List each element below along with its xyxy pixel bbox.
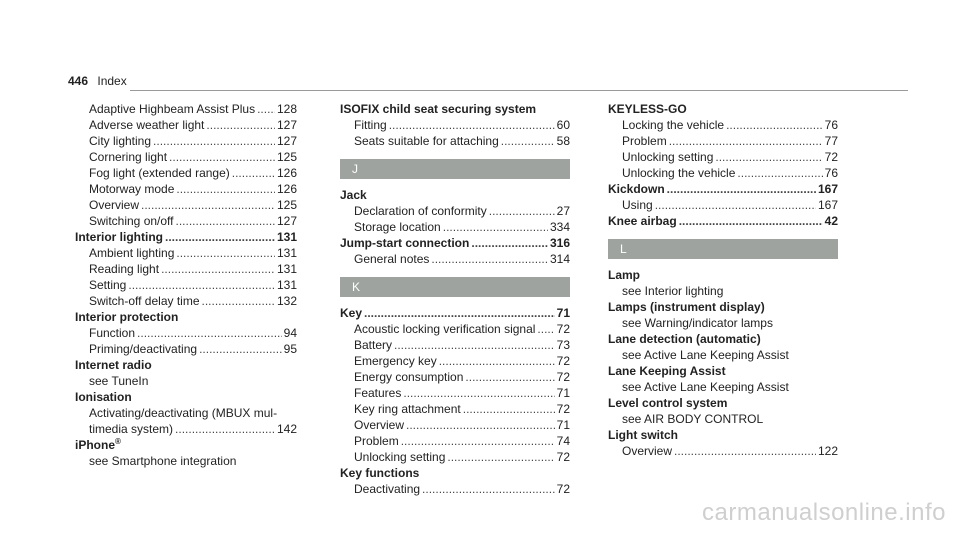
- index-subentry: [608, 197, 838, 213]
- entry-label: Jump-start connection: [340, 236, 470, 250]
- page-ref: 122: [817, 444, 838, 458]
- index-column-2: [340, 101, 570, 497]
- dot-leader: [176, 245, 275, 261]
- index-subentry: [75, 261, 297, 277]
- entry-label: Problem: [354, 434, 399, 448]
- entry-label: Ambient lighting: [89, 246, 175, 260]
- dot-leader: [128, 277, 275, 293]
- index-subentry: [608, 165, 838, 181]
- dot-leader: [165, 229, 275, 245]
- entry-label: Cornering light: [89, 150, 168, 164]
- dot-leader: [141, 197, 275, 213]
- entry-label: Reading light: [89, 262, 160, 276]
- index-subentry: [340, 133, 570, 149]
- page-ref: 167: [817, 198, 838, 212]
- dot-leader: [176, 181, 275, 197]
- page-ref: 132: [276, 294, 297, 308]
- index-subentry: [75, 277, 297, 293]
- dot-leader: [447, 449, 554, 465]
- page-ref: 142: [276, 422, 297, 436]
- registered-mark: ®: [115, 437, 121, 446]
- index-entry: [340, 305, 570, 321]
- page-ref: 72: [556, 370, 570, 384]
- index-subentry: [340, 417, 570, 433]
- page-ref: 127: [276, 214, 297, 228]
- entry-label: Knee airbag: [608, 214, 677, 228]
- entry-label: Interior lighting: [75, 230, 163, 244]
- entry-label: Key: [340, 306, 363, 320]
- entry-label: Declaration of conformity: [354, 204, 487, 218]
- page-ref: 71: [556, 306, 570, 320]
- entry-label: Lamp: [608, 268, 641, 282]
- entry-label: Function: [89, 326, 136, 340]
- entry-label: see Active Lane Keeping Assist: [622, 348, 789, 362]
- index-subentry: [75, 421, 297, 437]
- index-entry: [75, 389, 297, 405]
- dot-leader: [406, 417, 555, 433]
- index-subentry: [75, 117, 297, 133]
- entry-label: Lane Keeping Assist: [608, 364, 726, 378]
- dot-leader: [364, 305, 555, 321]
- page-ref: 131: [276, 262, 297, 276]
- dot-leader: [199, 341, 282, 357]
- page-ref: 76: [824, 166, 838, 180]
- index-entry: [608, 299, 838, 315]
- index-subentry: [75, 453, 297, 469]
- index-subentry: [608, 411, 838, 427]
- dot-leader: [403, 385, 554, 401]
- entry-label: see AIR BODY CONTROL: [622, 412, 764, 426]
- index-subentry: [340, 401, 570, 417]
- entry-label: Lamps (instrument display): [608, 300, 765, 314]
- page-ref: 127: [276, 118, 297, 132]
- dot-leader: [176, 213, 275, 229]
- entry-label: Activating/deactivating (MBUX mul-: [89, 406, 278, 420]
- page-ref: 167: [817, 182, 838, 196]
- dot-leader: [394, 337, 555, 353]
- page-ref: 94: [283, 326, 297, 340]
- entry-label: Priming/deactivating: [89, 342, 198, 356]
- index-entry: [608, 395, 838, 411]
- page-ref: 334: [549, 220, 570, 234]
- index-subentry: [340, 337, 570, 353]
- page-number: 446: [68, 74, 89, 88]
- entry-label: Using: [622, 198, 653, 212]
- index-subentry: [608, 283, 838, 299]
- index-column-3: [608, 101, 838, 459]
- index-subentry: [608, 379, 838, 395]
- entry-label: Unlocking setting: [622, 150, 714, 164]
- page-ref: 72: [556, 322, 570, 336]
- dot-leader: [667, 181, 816, 197]
- index-subentry: [608, 347, 838, 363]
- page-ref: 131: [276, 278, 297, 292]
- entry-label: Storage location: [354, 220, 441, 234]
- entry-label: Level control system: [608, 396, 728, 410]
- entry-label: Deactivating: [354, 482, 421, 496]
- index-entry: [608, 363, 838, 379]
- page-ref: 316: [549, 236, 570, 250]
- entry-label: Acoustic locking verification signal: [354, 322, 536, 336]
- dot-leader: [655, 197, 816, 213]
- entry-label: Setting: [89, 278, 127, 292]
- page-ref: 125: [276, 198, 297, 212]
- entry-label: iPhone®: [75, 437, 121, 452]
- index-subentry: [75, 293, 297, 309]
- index-subentry: [340, 449, 570, 465]
- index-subentry: [75, 133, 297, 149]
- header-rule: [130, 90, 908, 91]
- dot-leader: [169, 149, 275, 165]
- page-ref: 60: [556, 118, 570, 132]
- dot-leader: [501, 133, 555, 149]
- entry-label: General notes: [354, 252, 430, 266]
- index-letter-heading: K: [340, 277, 570, 297]
- index-subentry: [75, 181, 297, 197]
- index-subentry: [75, 373, 297, 389]
- entry-label: Interior protection: [75, 310, 179, 324]
- index-subentry: [75, 101, 297, 117]
- index-entry: [608, 267, 838, 283]
- entry-label: ISOFIX child seat securing system: [340, 102, 537, 116]
- page-ref: 314: [549, 252, 570, 266]
- index-subentry: [608, 315, 838, 331]
- index-entry: [75, 357, 297, 373]
- index-entry: [340, 235, 570, 251]
- entry-label: Battery: [354, 338, 393, 352]
- entry-label: Key ring attachment: [354, 402, 461, 416]
- entry-label: Switch-off delay time: [89, 294, 200, 308]
- index-letter-heading: L: [608, 239, 838, 259]
- index-subentry: [75, 245, 297, 261]
- dot-leader: [465, 369, 554, 385]
- index-subentry: [75, 149, 297, 165]
- entry-label: Overview: [89, 198, 140, 212]
- index-subentry: [75, 165, 297, 181]
- dot-leader: [443, 219, 548, 235]
- entry-label: Fitting: [354, 118, 387, 132]
- index-entry: [340, 101, 570, 117]
- index-subentry: [340, 321, 570, 337]
- dot-leader: [737, 165, 822, 181]
- index-entry: [75, 309, 297, 325]
- dot-leader: [206, 117, 275, 133]
- index-subentry: [608, 443, 838, 459]
- dot-leader: [489, 203, 555, 219]
- dot-leader: [679, 213, 823, 229]
- entry-label: see Active Lane Keeping Assist: [622, 380, 789, 394]
- page-ref: 127: [276, 134, 297, 148]
- entry-label: Adverse weather light: [89, 118, 205, 132]
- entry-label: KEYLESS-GO: [608, 102, 687, 116]
- page-ref: 126: [276, 166, 297, 180]
- index-subentry: [608, 133, 838, 149]
- entry-label: Internet radio: [75, 358, 152, 372]
- dot-leader: [153, 133, 275, 149]
- dot-leader: [431, 251, 548, 267]
- dot-leader: [463, 401, 555, 417]
- section-title: Index: [97, 74, 127, 88]
- index-letter-heading: J: [340, 159, 570, 179]
- index-subentry: [608, 117, 838, 133]
- dot-leader: [175, 421, 275, 437]
- page-ref: 73: [556, 338, 570, 352]
- index-subentry: [608, 149, 838, 165]
- index-subentry: [340, 433, 570, 449]
- entry-label: Emergency key: [354, 354, 437, 368]
- entry-label: Features: [354, 386, 402, 400]
- page-ref: 72: [556, 354, 570, 368]
- entry-label: Motorway mode: [89, 182, 175, 196]
- page-ref: 72: [556, 402, 570, 416]
- dot-leader: [537, 321, 554, 337]
- entry-label: timedia system): [89, 422, 174, 436]
- page-ref: 72: [824, 150, 838, 164]
- entry-label: Energy consumption: [354, 370, 464, 384]
- entry-label: Overview: [354, 418, 405, 432]
- index-entry: [608, 181, 838, 197]
- dot-leader: [439, 353, 555, 369]
- page-ref: 126: [276, 182, 297, 196]
- page-ref: 42: [824, 214, 838, 228]
- page-ref: 95: [283, 342, 297, 356]
- index-entry: [75, 437, 297, 453]
- page-ref: 74: [556, 434, 570, 448]
- entry-label: Problem: [622, 134, 667, 148]
- entry-label: see TuneIn: [89, 374, 149, 388]
- dot-leader: [137, 325, 282, 341]
- index-subentry: [75, 213, 297, 229]
- index-subentry: [340, 481, 570, 497]
- entry-label: Locking the vehicle: [622, 118, 725, 132]
- index-entry: [608, 331, 838, 347]
- entry-label: Adaptive Highbeam Assist Plus: [89, 102, 256, 116]
- dot-leader: [161, 261, 275, 277]
- page-ref: 71: [556, 386, 570, 400]
- index-subentry: [340, 219, 570, 235]
- dot-leader: [202, 293, 275, 309]
- index-subentry: [75, 341, 297, 357]
- dot-leader: [401, 433, 555, 449]
- index-entry: [608, 213, 838, 229]
- dot-leader: [726, 117, 823, 133]
- index-subentry: [75, 405, 297, 421]
- dot-leader: [715, 149, 822, 165]
- index-subentry: [340, 353, 570, 369]
- entry-label: see Smartphone integration: [89, 454, 237, 468]
- entry-label: Switching on/off: [89, 214, 174, 228]
- entry-label: Unlocking setting: [354, 450, 446, 464]
- dot-leader: [232, 165, 275, 181]
- dot-leader: [422, 481, 555, 497]
- page-ref: 131: [276, 230, 297, 244]
- index-entry: [340, 187, 570, 203]
- entry-label: Overview: [622, 444, 673, 458]
- dot-leader: [389, 117, 555, 133]
- index-entry: [608, 101, 838, 117]
- entry-label: Seats suitable for attaching: [354, 134, 499, 148]
- page-ref: 27: [556, 204, 570, 218]
- dot-leader: [674, 443, 816, 459]
- page-ref: 128: [276, 102, 297, 116]
- index-subentry: [340, 117, 570, 133]
- entry-label: Ionisation: [75, 390, 132, 404]
- page-ref: 131: [276, 246, 297, 260]
- index-entry: [340, 465, 570, 481]
- entry-label: see Warning/indicator lamps: [622, 316, 773, 330]
- index-subentry: [340, 203, 570, 219]
- page-ref: 76: [824, 118, 838, 132]
- index-subentry: [340, 385, 570, 401]
- dot-leader: [669, 133, 823, 149]
- entry-label: Fog light (extended range): [89, 166, 230, 180]
- entry-label: Light switch: [608, 428, 678, 442]
- index-subentry: [340, 251, 570, 267]
- page-ref: 72: [556, 450, 570, 464]
- entry-label: Key functions: [340, 466, 420, 480]
- entry-label: see Interior lighting: [622, 284, 724, 298]
- index-entry: [75, 229, 297, 245]
- dot-leader: [257, 101, 275, 117]
- page-ref: 58: [556, 134, 570, 148]
- entry-label: Lane detection (automatic): [608, 332, 761, 346]
- page-ref: 77: [824, 134, 838, 148]
- page-ref: 72: [556, 482, 570, 496]
- page-header: [68, 74, 127, 88]
- entry-label: Jack: [340, 188, 367, 202]
- index-entry: [608, 427, 838, 443]
- watermark: carmanualsonline.info: [702, 499, 946, 526]
- index-subentry: [340, 369, 570, 385]
- entry-label: Kickdown: [608, 182, 665, 196]
- page-ref: 71: [556, 418, 570, 432]
- index-column-1: [75, 101, 297, 469]
- index-subentry: [75, 325, 297, 341]
- entry-label: Unlocking the vehicle: [622, 166, 736, 180]
- page-ref: 125: [276, 150, 297, 164]
- index-subentry: [75, 197, 297, 213]
- entry-label: City lighting: [89, 134, 152, 148]
- dot-leader: [471, 235, 548, 251]
